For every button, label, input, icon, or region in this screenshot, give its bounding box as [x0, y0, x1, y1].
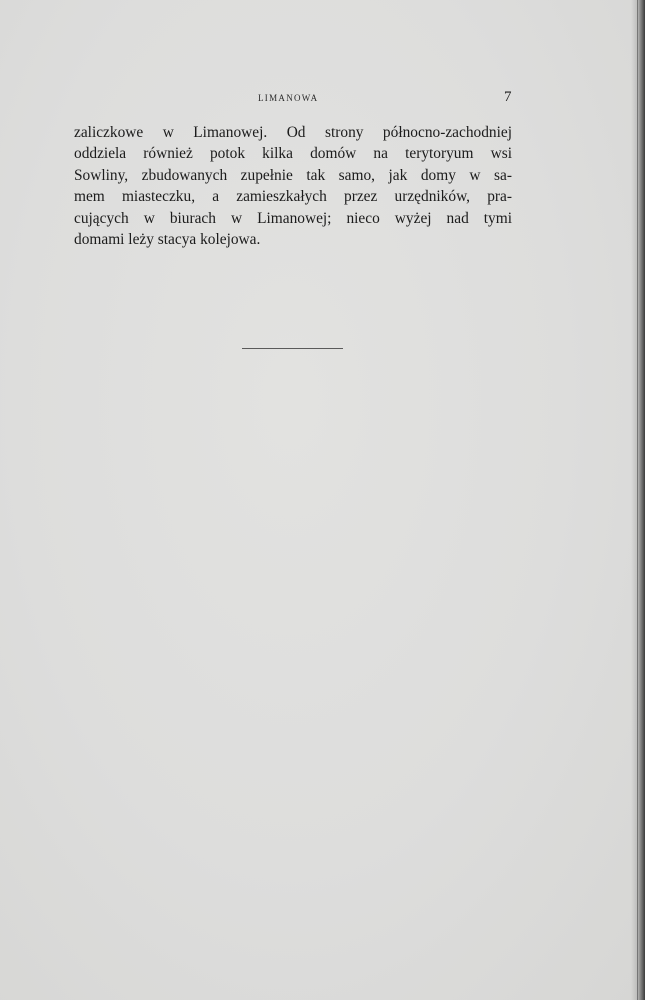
text-line: mem miasteczku, a zamieszkałych przez urzędników, pra-	[74, 188, 512, 206]
page-edge-shadow	[631, 0, 645, 1000]
running-title: LIMANOWA	[258, 93, 319, 103]
running-head	[0, 90, 645, 110]
text-line: cujących w biurach w Limanowej; nieco wyżej nad tymi	[74, 209, 512, 227]
text-line: domami leży stacya kolejowa.	[74, 230, 261, 248]
text-line: oddziela również potok kilka domów na terytoryum wsi	[74, 145, 512, 163]
end-of-text-rule	[242, 348, 343, 349]
text-line: zaliczkowe w Limanowej. Od strony północno-zachodniej	[74, 124, 512, 141]
text-line: Sowliny, zbudowanych zupełnie tak samo, jak domy w sa-	[74, 166, 512, 184]
page-number: 7	[504, 89, 512, 105]
body-text	[74, 122, 512, 250]
